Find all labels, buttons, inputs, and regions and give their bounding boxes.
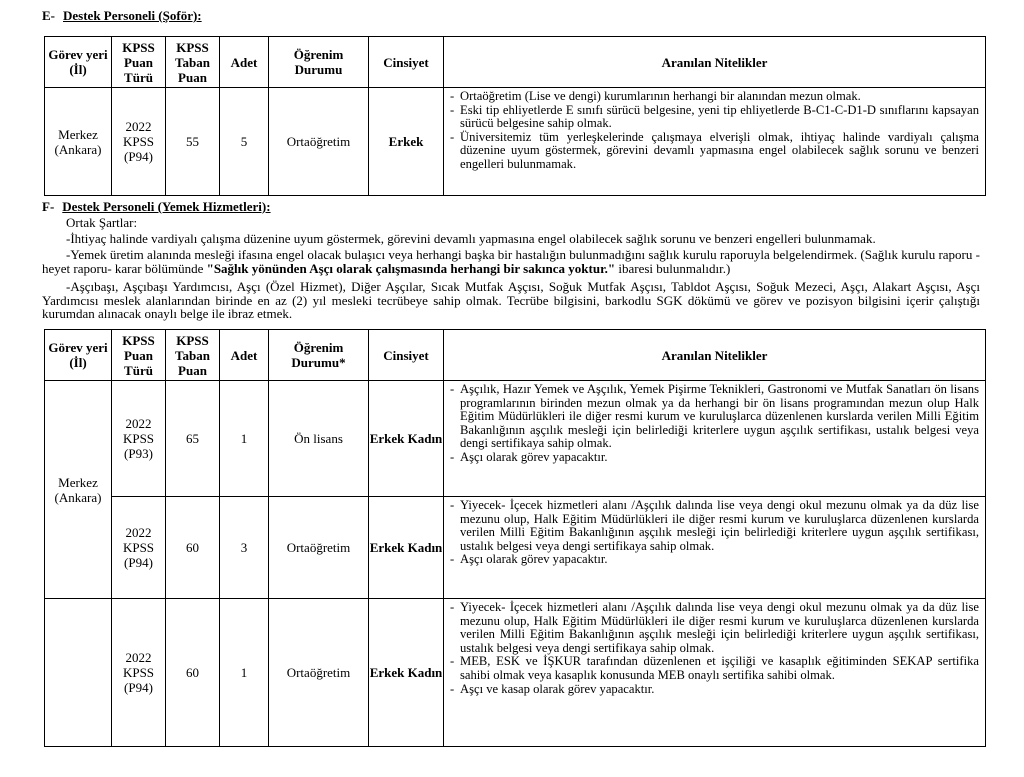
cell-gender: Erkek [369, 88, 444, 196]
condition-3-text: -Aşçıbaşı, Aşçıbaşı Yardımcısı, Aşçı (Özel Hizmet), Diğer Aşçılar, Sıcak Mutfak Aşçısı, Soğuk Mutfak Aşçısı, Tabldot Aşçısı, Soğuk Mezeci, Aşçı, Alakart Aşçısı, Aşçı Yardımcısı meslek alanlarından birinde en az (2) yıl mesleki tecrübeye sahip olmak. Tecrübe bilgisini, barkodlu SGK dökümü ve görev ve pozisyon bilgisini içerir çalıştığı kurumdan alınacak onaylı belge ile ibraz etmek. [42, 279, 980, 322]
cell-gender: Erkek Kadın [369, 381, 444, 497]
table-row [45, 381, 986, 497]
cell-gender: Erkek Kadın [369, 599, 444, 747]
qualification-item: - Aşçı ve kasap olarak görev yapacaktır. [450, 683, 979, 697]
cell-score: 55 [166, 88, 220, 196]
header-qualifications: Aranılan Nitelikler [444, 330, 986, 381]
header-gender: Cinsiyet [369, 330, 444, 381]
section-e-title [42, 8, 202, 24]
cell-education: Ön lisans [269, 381, 369, 497]
header-location: Görev yeri (İl) [45, 330, 112, 381]
section-f-heading: Destek Personeli (Yemek Hizmetleri): [62, 199, 271, 214]
cell-qualifications [444, 599, 986, 747]
table-row [45, 88, 986, 196]
cell-qualifications [444, 497, 986, 599]
cell-count: 3 [220, 497, 269, 599]
cell-kpss-type: 2022 KPSS (P93) [112, 381, 166, 497]
qualification-item: - Aşçılık, Hazır Yemek ve Aşçılık, Yemek Pişirme Teknikleri, Gastronomi ve Mutfak Sanatları ön lisans programlarının birinden mezun olmak ya da herhangi bir ön lisans programından mezun olup Halk Eğitim Müdürlükleri ile diğer resmi kurum ve kuruluşlarca düzenlenen kurslarda verilen Milli Eğitim Bakanlığının aşçılık mesleği için belirlediği kriterlere uygun aşçılık sertifikası, ustalık belgesi veya dengi sertifikaya sahip olmak. [450, 383, 979, 451]
qualification-item: - Eski tip ehliyetlerde E sınıfı sürücü belgesine, yeni tip ehliyetlerde B-C1-C-D1-D sınıflarını kapsayan sürücü belgesine sahip olmak. [450, 104, 979, 131]
condition-2-end: ibaresi bulunmalıdır.) [618, 260, 731, 276]
section-e-letter: E- [42, 8, 55, 23]
condition-2-text: -Yemek üretim alanında mesleği ifasına engel olacak bulaşıcı veya herhangi başka bir hastalığın bulunmadığını sağlık kurulu raporuyla belgelendirmek. (Sağlık kurulu raporu -heyet raporu- karar bölümünde [42, 247, 980, 276]
header-kpss-type: KPSS Puan Türü [112, 330, 166, 381]
condition-1-text: -İhtiyaç halinde vardiyalı çalışma düzenine uyum göstermek, görevini devamlı yapmasına engel olabilecek sağlık sorunu ve benzeri engelleri bulunmamak. [66, 231, 876, 246]
condition-3 [42, 280, 980, 321]
table-driver [44, 36, 986, 196]
condition-2-bold: "Sağlık yönünden Aşçı olarak çalışmasında herhangi bir sakınca yoktur." [206, 260, 616, 276]
header-count: Adet [220, 330, 269, 381]
cell-location: Merkez (Ankara) [45, 88, 112, 196]
qualification-item: - MEB, ESK ve İŞKUR tarafından düzenlenen et işçiliği ve kasaplık eğitiminden SEKAP sertifika sahibi olmak veya kasaplık konusunda MEB onaylı sertifika sahibi olmak. [450, 655, 979, 682]
cell-score: 65 [166, 381, 220, 497]
qualification-item: - Yiyecek- İçecek hizmetleri alanı /Aşçılık dalında lise veya dengi okul mezunu olmak ya da düz lise mezunu olup, Halk Eğitim Müdürlükleri ile diğer resmi kurum ve kuruluşlarca düzenlenen kurslarda verilen Milli Eğitim Bakanlığının aşçılık mesleği için belirlediği kriterlere uygun aşçılık sertifikası, ustalık belgesi veya dengi sertifikaya sahip olmak. [450, 499, 979, 553]
qualification-item: - Aşçı olarak görev yapacaktır. [450, 553, 979, 567]
condition-2 [42, 248, 980, 275]
cell-gender: Erkek Kadın [369, 497, 444, 599]
common-conditions-label: Ortak Şartlar: [66, 215, 138, 230]
condition-1 [66, 232, 978, 246]
cell-education: Ortaöğretim [269, 599, 369, 747]
qualification-item: - Üniversitemiz tüm yerleşkelerinde çalışmaya elverişli olmak, ihtiyaç halinde vardiyalı çalışma düzenine uyum göstermek, görevini devamlı yapmasına engel olabilecek sağlık sorunu ve benzeri engelleri bulunmamak. [450, 131, 979, 172]
table-row [45, 497, 986, 599]
qualification-item: - Ortaöğretim (Lise ve dengi) kurumlarının herhangi bir alanından mezun olmak. [450, 90, 979, 104]
qualification-item: - Aşçı olarak görev yapacaktır. [450, 451, 979, 465]
cell-location-empty [45, 599, 112, 747]
header-education: Öğrenim Durumu [269, 37, 369, 88]
cell-score: 60 [166, 497, 220, 599]
table-header-row [45, 330, 986, 381]
cell-kpss-type: 2022 KPSS (P94) [112, 88, 166, 196]
cell-qualifications [444, 381, 986, 497]
header-gender: Cinsiyet [369, 37, 444, 88]
qualification-item: - Yiyecek- İçecek hizmetleri alanı /Aşçılık dalında lise veya dengi okul mezunu olmak ya da düz lise mezunu olup, Halk Eğitim Müdürlükleri ile diğer resmi kurum ve kuruluşlarca düzenlenen kurslarda verilen Milli Eğitim Bakanlığının aşçılık mesleği için belirlediği kriterlere uygun aşçılık sertifikası, ustalık belgesi veya dengi sertifikaya sahip olmak. [450, 601, 979, 655]
header-kpss-type: KPSS Puan Türü [112, 37, 166, 88]
cell-location: Merkez (Ankara) [45, 381, 112, 599]
section-e-heading: Destek Personeli (Şoför): [63, 8, 202, 23]
cell-education: Ortaöğretim [269, 88, 369, 196]
table-row [45, 599, 986, 747]
cell-kpss-type: 2022 KPSS (P94) [112, 497, 166, 599]
header-kpss-score: KPSS Taban Puan [166, 330, 220, 381]
header-qualifications: Aranılan Nitelikler [444, 37, 986, 88]
cell-count: 5 [220, 88, 269, 196]
table-kitchen [44, 329, 986, 747]
cell-score: 60 [166, 599, 220, 747]
cell-education: Ortaöğretim [269, 497, 369, 599]
header-count: Adet [220, 37, 269, 88]
header-education: Öğrenim Durumu* [269, 330, 369, 381]
section-f-title [42, 199, 271, 215]
header-kpss-score: KPSS Taban Puan [166, 37, 220, 88]
cell-kpss-type: 2022 KPSS (P94) [112, 599, 166, 747]
cell-qualifications [444, 88, 986, 196]
cell-count: 1 [220, 599, 269, 747]
header-location: Görev yeri (İl) [45, 37, 112, 88]
cell-count: 1 [220, 381, 269, 497]
table-header-row [45, 37, 986, 88]
section-f-letter: F- [42, 199, 55, 214]
common-conditions-title [66, 216, 366, 230]
